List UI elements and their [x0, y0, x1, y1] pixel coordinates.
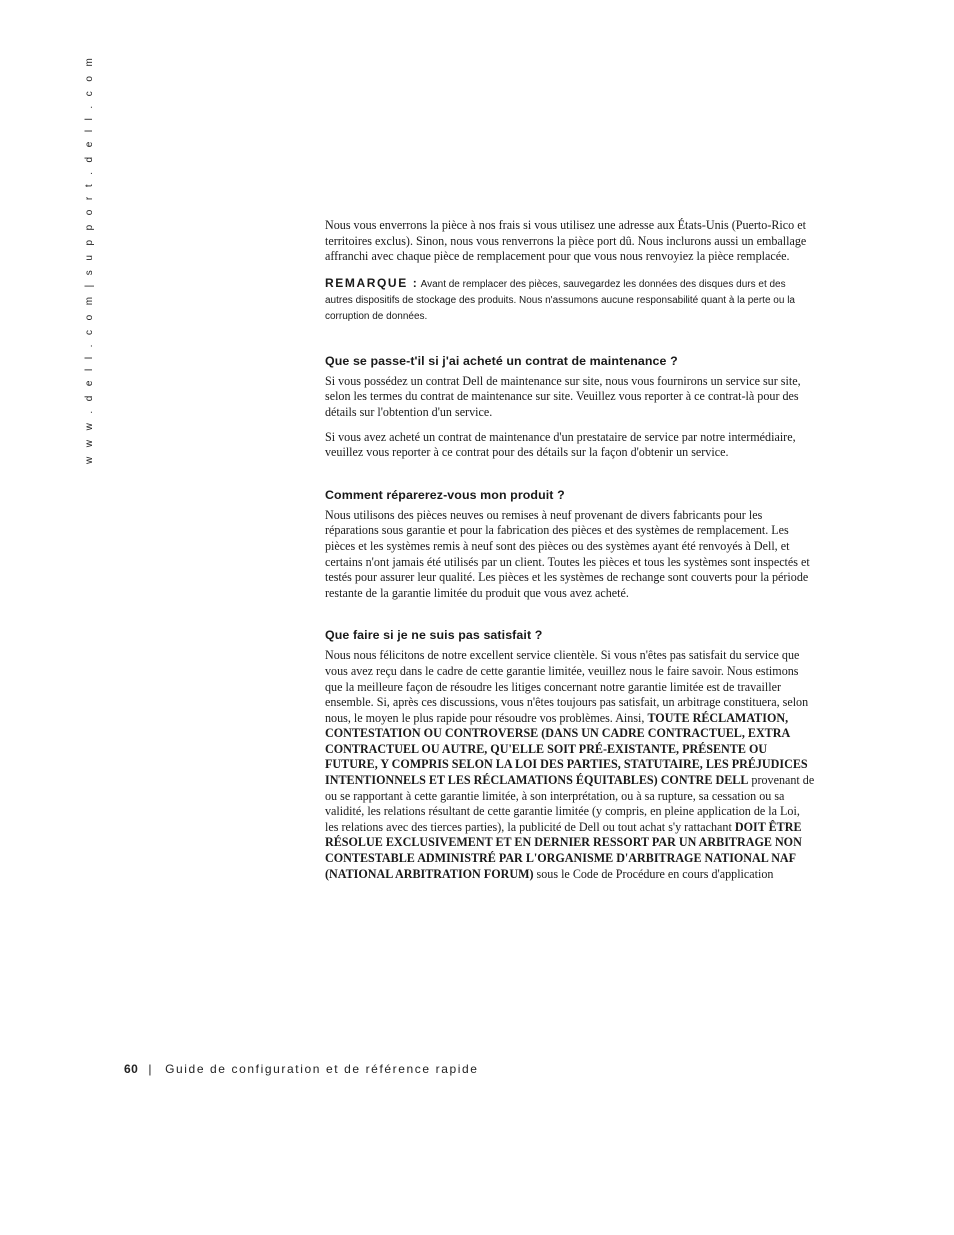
section-heading: Que se passe-t'il si j'ai acheté un contrat de maintenance ? — [325, 353, 678, 368]
note-block — [325, 275, 815, 325]
page-number: 60 — [124, 1062, 139, 1076]
page-footer — [124, 1062, 479, 1076]
section-repair — [325, 487, 815, 602]
section-maintenance-contract — [325, 353, 815, 461]
note-text: Avant de remplacer des pièces, sauvegardez les données des disques durs et des autres dispositifs de stockage des produits. Nous n'assumons aucune responsabilité quant à la perte ou la corruption de données. — [325, 278, 795, 322]
section-paragraph: Si vous possédez un contrat Dell de maintenance sur site, nous vous fournirons un service sur site, selon les termes du contrat de maintenance sur site. Veuillez vous reporter à ce contrat-là pour des détails sur l'obtention d'un service. — [325, 373, 801, 419]
section-satisfaction — [325, 627, 815, 882]
footer-title: Guide de configuration et de référence rapide — [165, 1062, 479, 1076]
satisfaction-bold-2: DOIT ÊTRE RÉSOLUE EXCLUSIVEMENT ET EN DERNIER RESSORT PAR UN ARBITRAGE NON CONTESTABLE ADMINISTRÉ PAR L'ORGANISME D'ARBITRAGE NATIONAL NAF (NATIONAL ARBITRATION FORUM) — [325, 819, 802, 881]
section-heading: Que faire si je ne suis pas satisfait ? — [325, 628, 543, 643]
intro-paragraph: Nous vous enverrons la pièce à nos frais si vous utilisez une adresse aux États-Unis (Puerto-Rico et territoires exclus). Sinon, nous vous renverrons la pièce port dû. Nous inclurons aussi un emballage affranchi avec chaque pièce de remplacement pour que vous nous renvoyiez la pièce remplacée. — [325, 218, 807, 264]
satisfaction-text-3: sous le Code de Procédure en cours d'application — [533, 866, 774, 881]
satisfaction-text-2: provenant de ou se rapportant à cette garantie limitée, à son interprétation, ou à sa rupture, sa cessation ou sa validité, les relations résultant de cette garantie limitée (y compris, en pleine application de la Loi, les relations avec des tierces parties), la publicité de Dell ou tout achat s'y rattachant — [325, 773, 815, 834]
note-label: REMARQUE : — [325, 275, 419, 290]
footer-separator: | — [148, 1062, 154, 1076]
section-paragraph: Si vous avez acheté un contrat de maintenance d'un prestataire de service par notre intermédiaire, veuillez vous reporter à ce contrat pour des détails sur la façon d'obtenir un service. — [325, 429, 796, 460]
section-paragraph: Nous utilisons des pièces neuves ou remises à neuf provenant de divers fabricants pour les réparations sous garantie et pour la fabrication des pièces et des systèmes de remplacement. Les pièces et les systèmes remis à neuf sont des pièces ou des systèmes ayant été renvoyés à Dell, et certains n'ont jamais été utilisés par un client. Toutes les pièces et tous les systèmes sont inspectés et testés pour assurer leur qualité. Les pièces et les systèmes de rechange sont couverts pour la période restante de la garantie limitée du produit que vous avez acheté. — [325, 507, 810, 600]
section-paragraph — [325, 648, 815, 882]
section-heading: Comment réparerez-vous mon produit ? — [325, 487, 565, 502]
sidebar-url: w w w . d e l l . c o m | s u p p o r t . d e l l . c o m — [84, 54, 95, 464]
satisfaction-text-1: Nous nous félicitons de notre excellent service clientèle. Si vous n'êtes pas satisfait du service que vous avez reçu dans le cadre de cette garantie limitée, veuillez nous le faire savoir. Nous estimons que la meilleure façon de résoudre les litiges concernant notre garantie limitée est de travailler ensemble. Si, après ces discussions, vous n'êtes toujours pas satisfait, un arbitrage constituera, selon nous, le moyen le plus rapide pour résoudre vos problèmes. Ainsi, — [325, 648, 809, 725]
satisfaction-bold-1: TOUTE RÉCLAMATION, CONTESTATION OU CONTROVERSE (DANS UN CADRE CONTRACTUEL, EXTRA CONTRACTUEL OU AUTRE, QU'ELLE SOIT PRÉ-EXISTANTE, PRÉSENTE OU FUTURE, Y COMPRIS SELON LA LOI DES PARTIES, STATUTAIRE, LES PRÉJUDICES INTENTIONNELS ET LES RÉCLAMATIONS ÉQUITABLES) CONTRE DELL — [325, 710, 808, 788]
page-content — [325, 218, 815, 908]
